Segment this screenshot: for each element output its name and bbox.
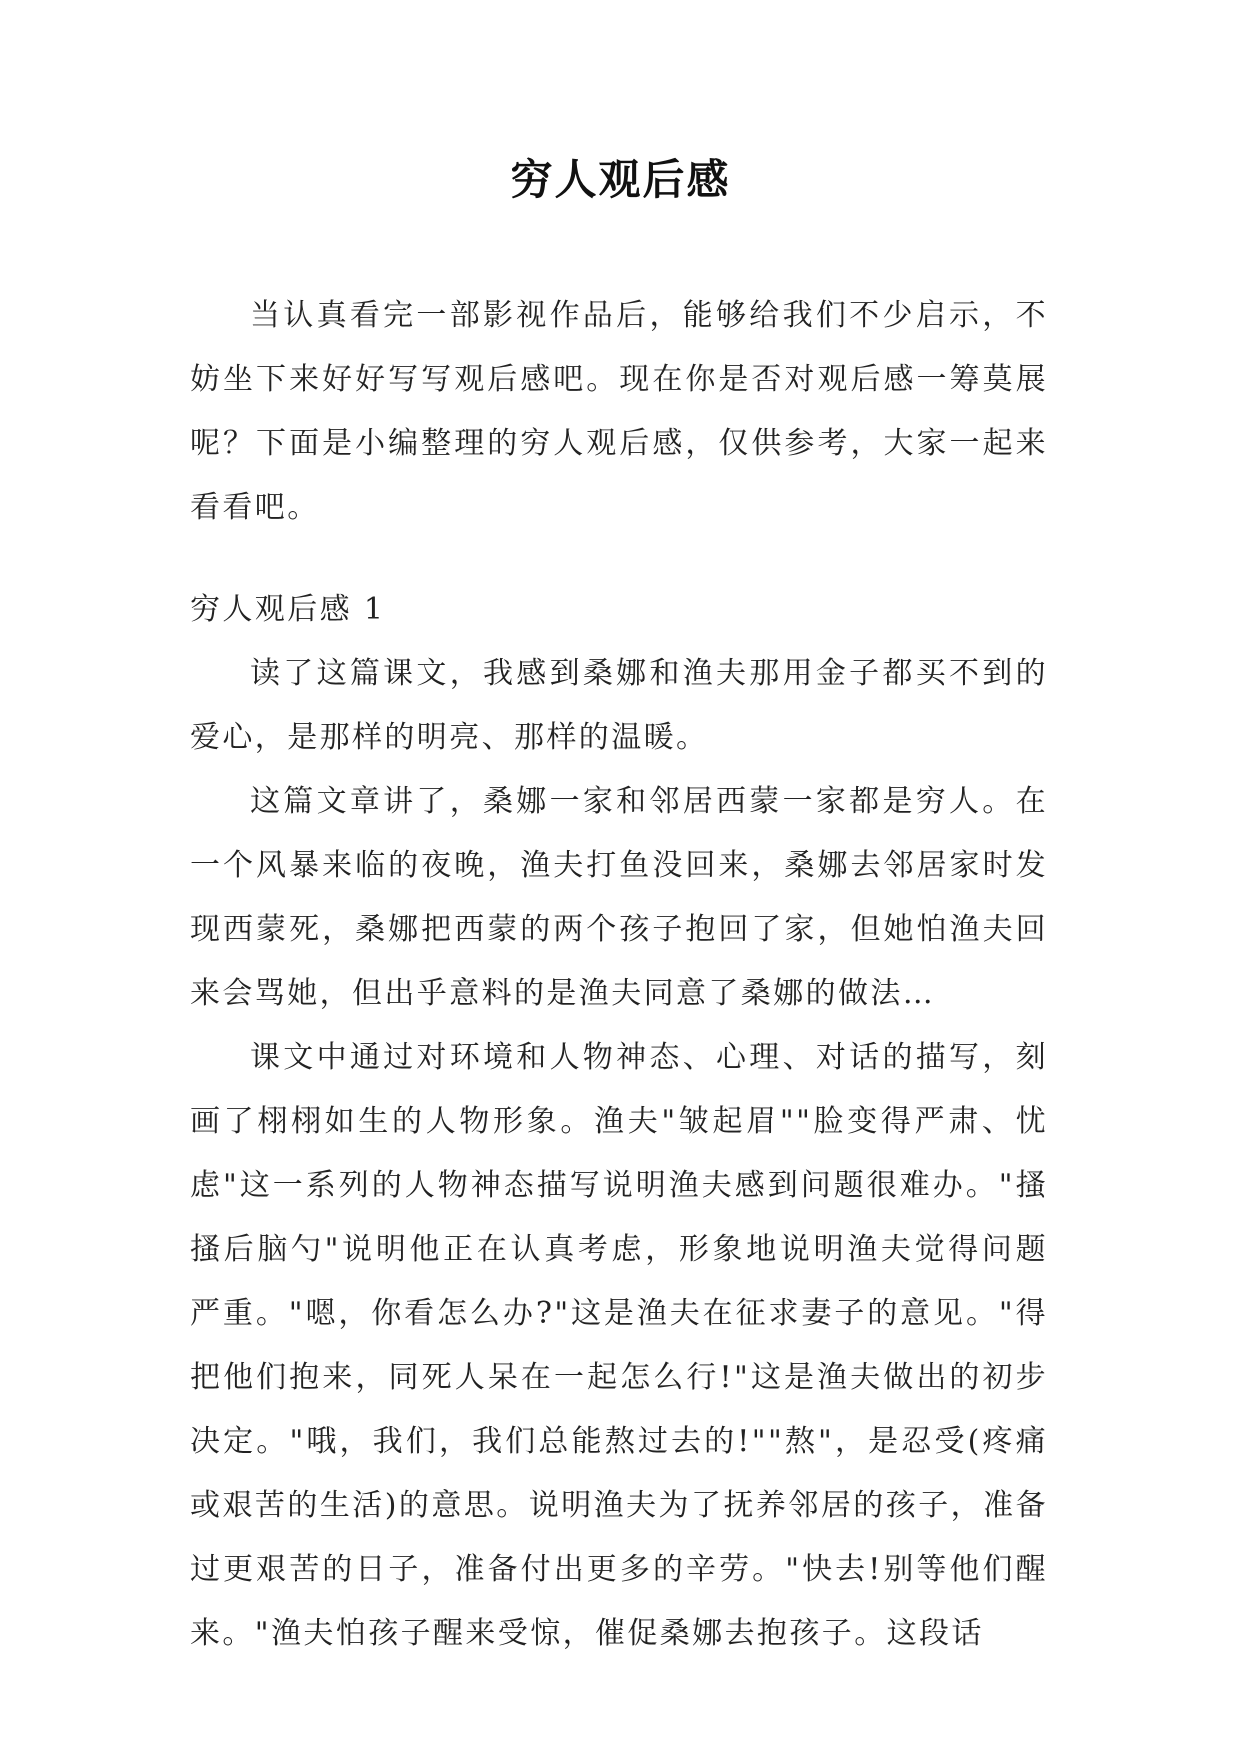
intro-paragraph: 当认真看完一部影视作品后，能够给我们不少启示，不妨坐下来好好写写观后感吧。现在你是否对观后感一筹莫展呢？下面是小编整理的穷人观后感，仅供参考，大家一起来看看吧。 <box>190 298 1048 525</box>
body-paragraph: 课文中通过对环境和人物神态、心理、对话的描写，刻画了栩栩如生的人物形象。渔夫"皱起眉""脸变得严肃、忧虑"这一系列的人物神态描写说明渔夫感到问题很难办。"搔搔后脑勺"说明他正在认真考虑，形象地说明渔夫觉得问题严重。"嗯，你看怎么办?"这是渔夫在征求妻子的意见。"得把他们抱来，同死人呆在一起怎么行!"这是渔夫做出的初步决定。"哦，我们，我们总能熬过去的!""熬"，是忍受(疼痛或艰苦的生活)的意思。说明渔夫为了抚养邻居的孩子，准备过更艰苦的日子，准备付出更多的辛劳。"快去!别等他们醒来。"渔夫怕孩子醒来受惊，催促桑娜去抱孩子。这段话 <box>190 1040 1048 1651</box>
section-heading: 穷人观后感 1 <box>190 592 386 627</box>
document-title: 穷人观后感 <box>510 155 731 204</box>
body-paragraph: 读了这篇课文，我感到桑娜和渔夫那用金子都买不到的爱心，是那样的明亮、那样的温暖。 <box>190 656 1048 755</box>
body-paragraph: 这篇文章讲了，桑娜一家和邻居西蒙一家都是穷人。在一个风暴来临的夜晚，渔夫打鱼没回来，桑娜去邻居家时发现西蒙死，桑娜把西蒙的两个孩子抱回了家，但她怕渔夫回来会骂她，但出乎意料的是渔夫同意了桑娜的做法… <box>190 784 1048 1011</box>
section-block <box>190 578 1048 1666</box>
intro-block <box>190 284 1048 540</box>
